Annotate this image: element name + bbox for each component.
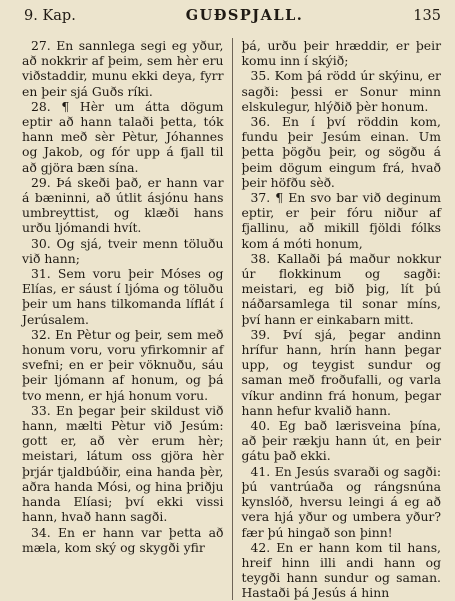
verse-42: 42. En er hann kom til hans, hreif hinn illi andi hann og teygði hann sundur og saman. Hastaði þá Jesús á hinn	[241, 539, 441, 601]
verse-34: 34. En er hann var þetta að mæla, kom ský og skygði yfir	[22, 524, 224, 555]
verse-41: 41. En Jesús svaraði og sagði: þú vantrúaða og rángsnúna kynslóð, hversu leingi á eg að vera hjá yður og umbera yður? fær þú hingað son þinn!	[241, 463, 441, 540]
left-column	[22, 38, 232, 600]
running-title: GUÐSPJALL.	[185, 7, 304, 24]
verse-36: 36. En í því röddin kom, fundu þeir Jesúm einan. Um þetta þögðu þeir, og sögðu á þeim dögum eingum frá, hvað þeir höfðu sèð.	[241, 114, 441, 190]
right-column	[232, 38, 442, 600]
verse-29: 29. Þá skeði það, er hann var á bæninni, að útlit ásjónu hans umbreyttist, og klæði hans urðu ljómandi hvít.	[22, 174, 224, 236]
verse-32: 32. En Pètur og þeir, sem með honum voru, voru yfirkomnir af svefni; en er þeir vöknuðu, sáu þeir ljómann af honum, og þá tvo menn, er hjá honum voru.	[22, 326, 224, 403]
verse-35: 35. Kom þá rödd úr skýinu, er sagði: þessi er Sonur minn elskulegur, hlýðið þèr honum.	[241, 68, 441, 114]
page-number: 135	[413, 8, 441, 24]
verse-40: 40. Eg bað lærisveina þína, að þeir rækju hann út, en þeir gátu það ekki.	[241, 418, 441, 464]
verse-39: 39. Því sjá, þegar andinn hrífur hann, hrín hann þegar upp, og teygist sundur og saman með froðufalli, og varla víkur andinn frá honum, þegar hann hefur kvalið hann.	[241, 326, 441, 418]
verse-31: 31. Sem voru þeir Móses og Elías, er sáust í ljóma og töluðu þeir um hans tilkomanda líflát í Jerúsalem.	[22, 266, 224, 327]
verse-38: 38. Kallaði þá maður nokkur úr flokkinum og sagði: meistari, eg bið þig, lít þú náðarsamlega til sonar míns, því hann er einkabarn mitt.	[241, 250, 441, 327]
verse-30: 30. Og sjá, tveir menn töluðu við hann;	[22, 235, 224, 266]
page-header	[10, 6, 447, 30]
verse-33: 33. En þegar þeir skildust við hann, mælti Pètur við Jesúm: gott er, að vèr erum hèr; meistari, látum oss gjöra hèr þrjár tjaldbúðir, eina handa þèr, aðra handa Mósi, og hina þriðju handa Elíasi; því ekki vissi hann, hvað hann sagði.	[22, 402, 224, 525]
verse-28: 28. ¶ Hèr um átta dögum eptir að hann talaði þetta, tók hann með sèr Pètur, Jóhannes og Jakob, og fór upp á fjall til að gjöra bæn sína.	[22, 98, 224, 175]
verse-37: 37. ¶ En svo bar við deginum eptir, er þeir fóru niður af fjallinu, að mikill fjöldi fólks kom á móti honum,	[241, 190, 441, 251]
text-columns	[22, 38, 441, 600]
chapter-label: 9. Kap.	[24, 8, 76, 24]
verse-34-continuation: þá, urðu þeir hræddir, er þeir komu inn í skýið;	[241, 38, 441, 69]
verse-27: 27. En sannlega segi eg yður, að nokkrir af þeim, sem hèr eru viðstaddir, munu ekki deya, fyrr en þeir sjá Guðs ríki.	[22, 38, 224, 99]
